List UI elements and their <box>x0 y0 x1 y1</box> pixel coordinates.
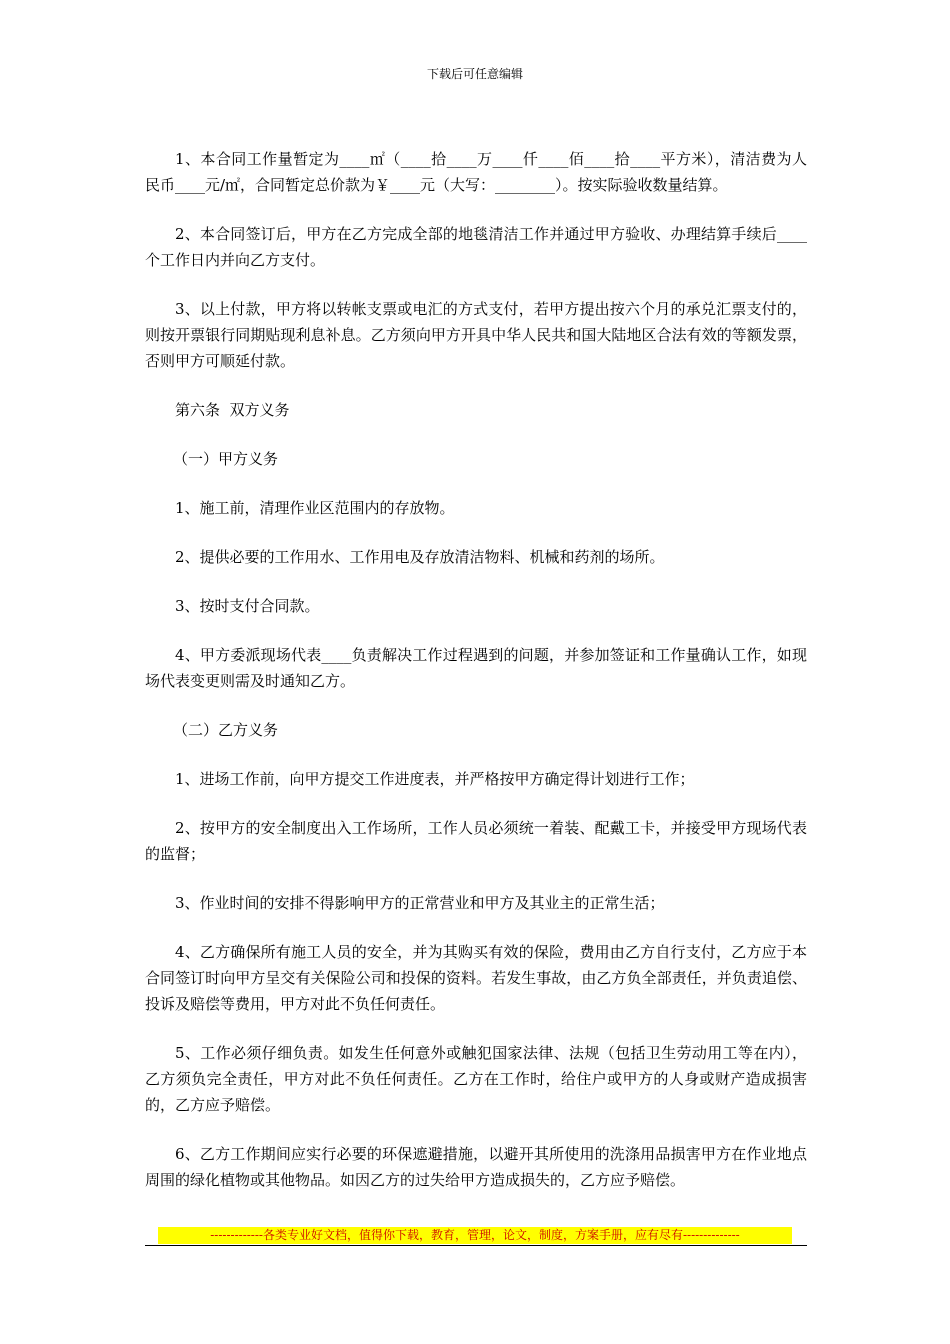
paragraph-1-workload: 1、本合同工作量暂定为____㎡（____拾____万____仟____佰____拾____平方米），清洁费为人民币____元/㎡，合同暂定总价款为￥____元（大写：________）。按实际验收数量结算。 <box>145 150 807 194</box>
party-b-item-3: 3、作业时间的安排不得影响甲方的正常营业和甲方及其业主的正常生活； <box>175 894 665 912</box>
document-body <box>145 146 807 1216</box>
party-b-item-5: 5、工作必须仔细负责。如发生任何意外或触犯国家法律、法规（包括卫生劳动用工等在内），乙方须负完全责任，甲方对此不负任何责任。乙方在工作时，给住户或甲方的人身或财产造成损害的，乙方应予赔偿。 <box>145 1044 807 1114</box>
party-b-item-4: 4、乙方确保所有施工人员的安全，并为其购买有效的保险，费用由乙方自行支付，乙方应于本合同签订时向甲方呈交有关保险公司和投保的资料。若发生事故，由乙方负全部责任，并负责追偿、投诉及赔偿等费用，甲方对此不负任何责任。 <box>145 943 807 1013</box>
footer-promo-banner: -------------各类专业好文档，值得你下载，教育，管理，论文，制度，方案手册，应有尽有-------------- <box>158 1227 792 1244</box>
party-b-item-6: 6、乙方工作期间应实行必要的环保遮避措施，以避开其所使用的洗涤用品损害甲方在作业地点周围的绿化植物或其他物品。如因乙方的过失给甲方造成损失的，乙方应予赔偿。 <box>145 1145 807 1189</box>
paragraph-3-payment-method: 3、以上付款，甲方将以转帐支票或电汇的方式支付，若甲方提出按六个月的承兑汇票支付的，则按开票银行同期贴现利息补息。乙方须向甲方开具中华人民共和国大陆地区合法有效的等额发票，否则甲方可顺延付款。 <box>145 300 807 370</box>
section-heading-article-6: 第六条 双方义务 <box>175 401 290 419</box>
party-a-item-3: 3、按时支付合同款。 <box>175 597 320 615</box>
paragraph-2-payment-terms: 2、本合同签订后，甲方在乙方完成全部的地毯清洁工作并通过甲方验收、办理结算手续后____个工作日内并向乙方支付。 <box>145 225 807 269</box>
subheading-party-b-obligations: （二）乙方义务 <box>173 721 279 739</box>
party-a-item-1: 1、施工前，清理作业区范围内的存放物。 <box>175 499 455 517</box>
party-a-item-4: 4、甲方委派现场代表____负责解决工作过程遇到的问题，并参加签证和工作量确认工作，如现场代表变更则需及时通知乙方。 <box>145 646 807 690</box>
footer-divider <box>145 1245 807 1246</box>
party-b-item-2: 2、按甲方的安全制度出入工作场所，工作人员必须统一着装、配戴工卡，并接受甲方现场代表的监督； <box>145 819 807 863</box>
subheading-party-a-obligations: （一）甲方义务 <box>173 450 279 468</box>
page-header: 下载后可任意编辑 <box>426 67 523 81</box>
party-a-item-2: 2、提供必要的工作用水、工作用电及存放清洁物料、机械和药剂的场所。 <box>175 548 665 566</box>
party-b-item-1: 1、进场工作前，向甲方提交工作进度表，并严格按甲方确定得计划进行工作； <box>175 770 695 788</box>
